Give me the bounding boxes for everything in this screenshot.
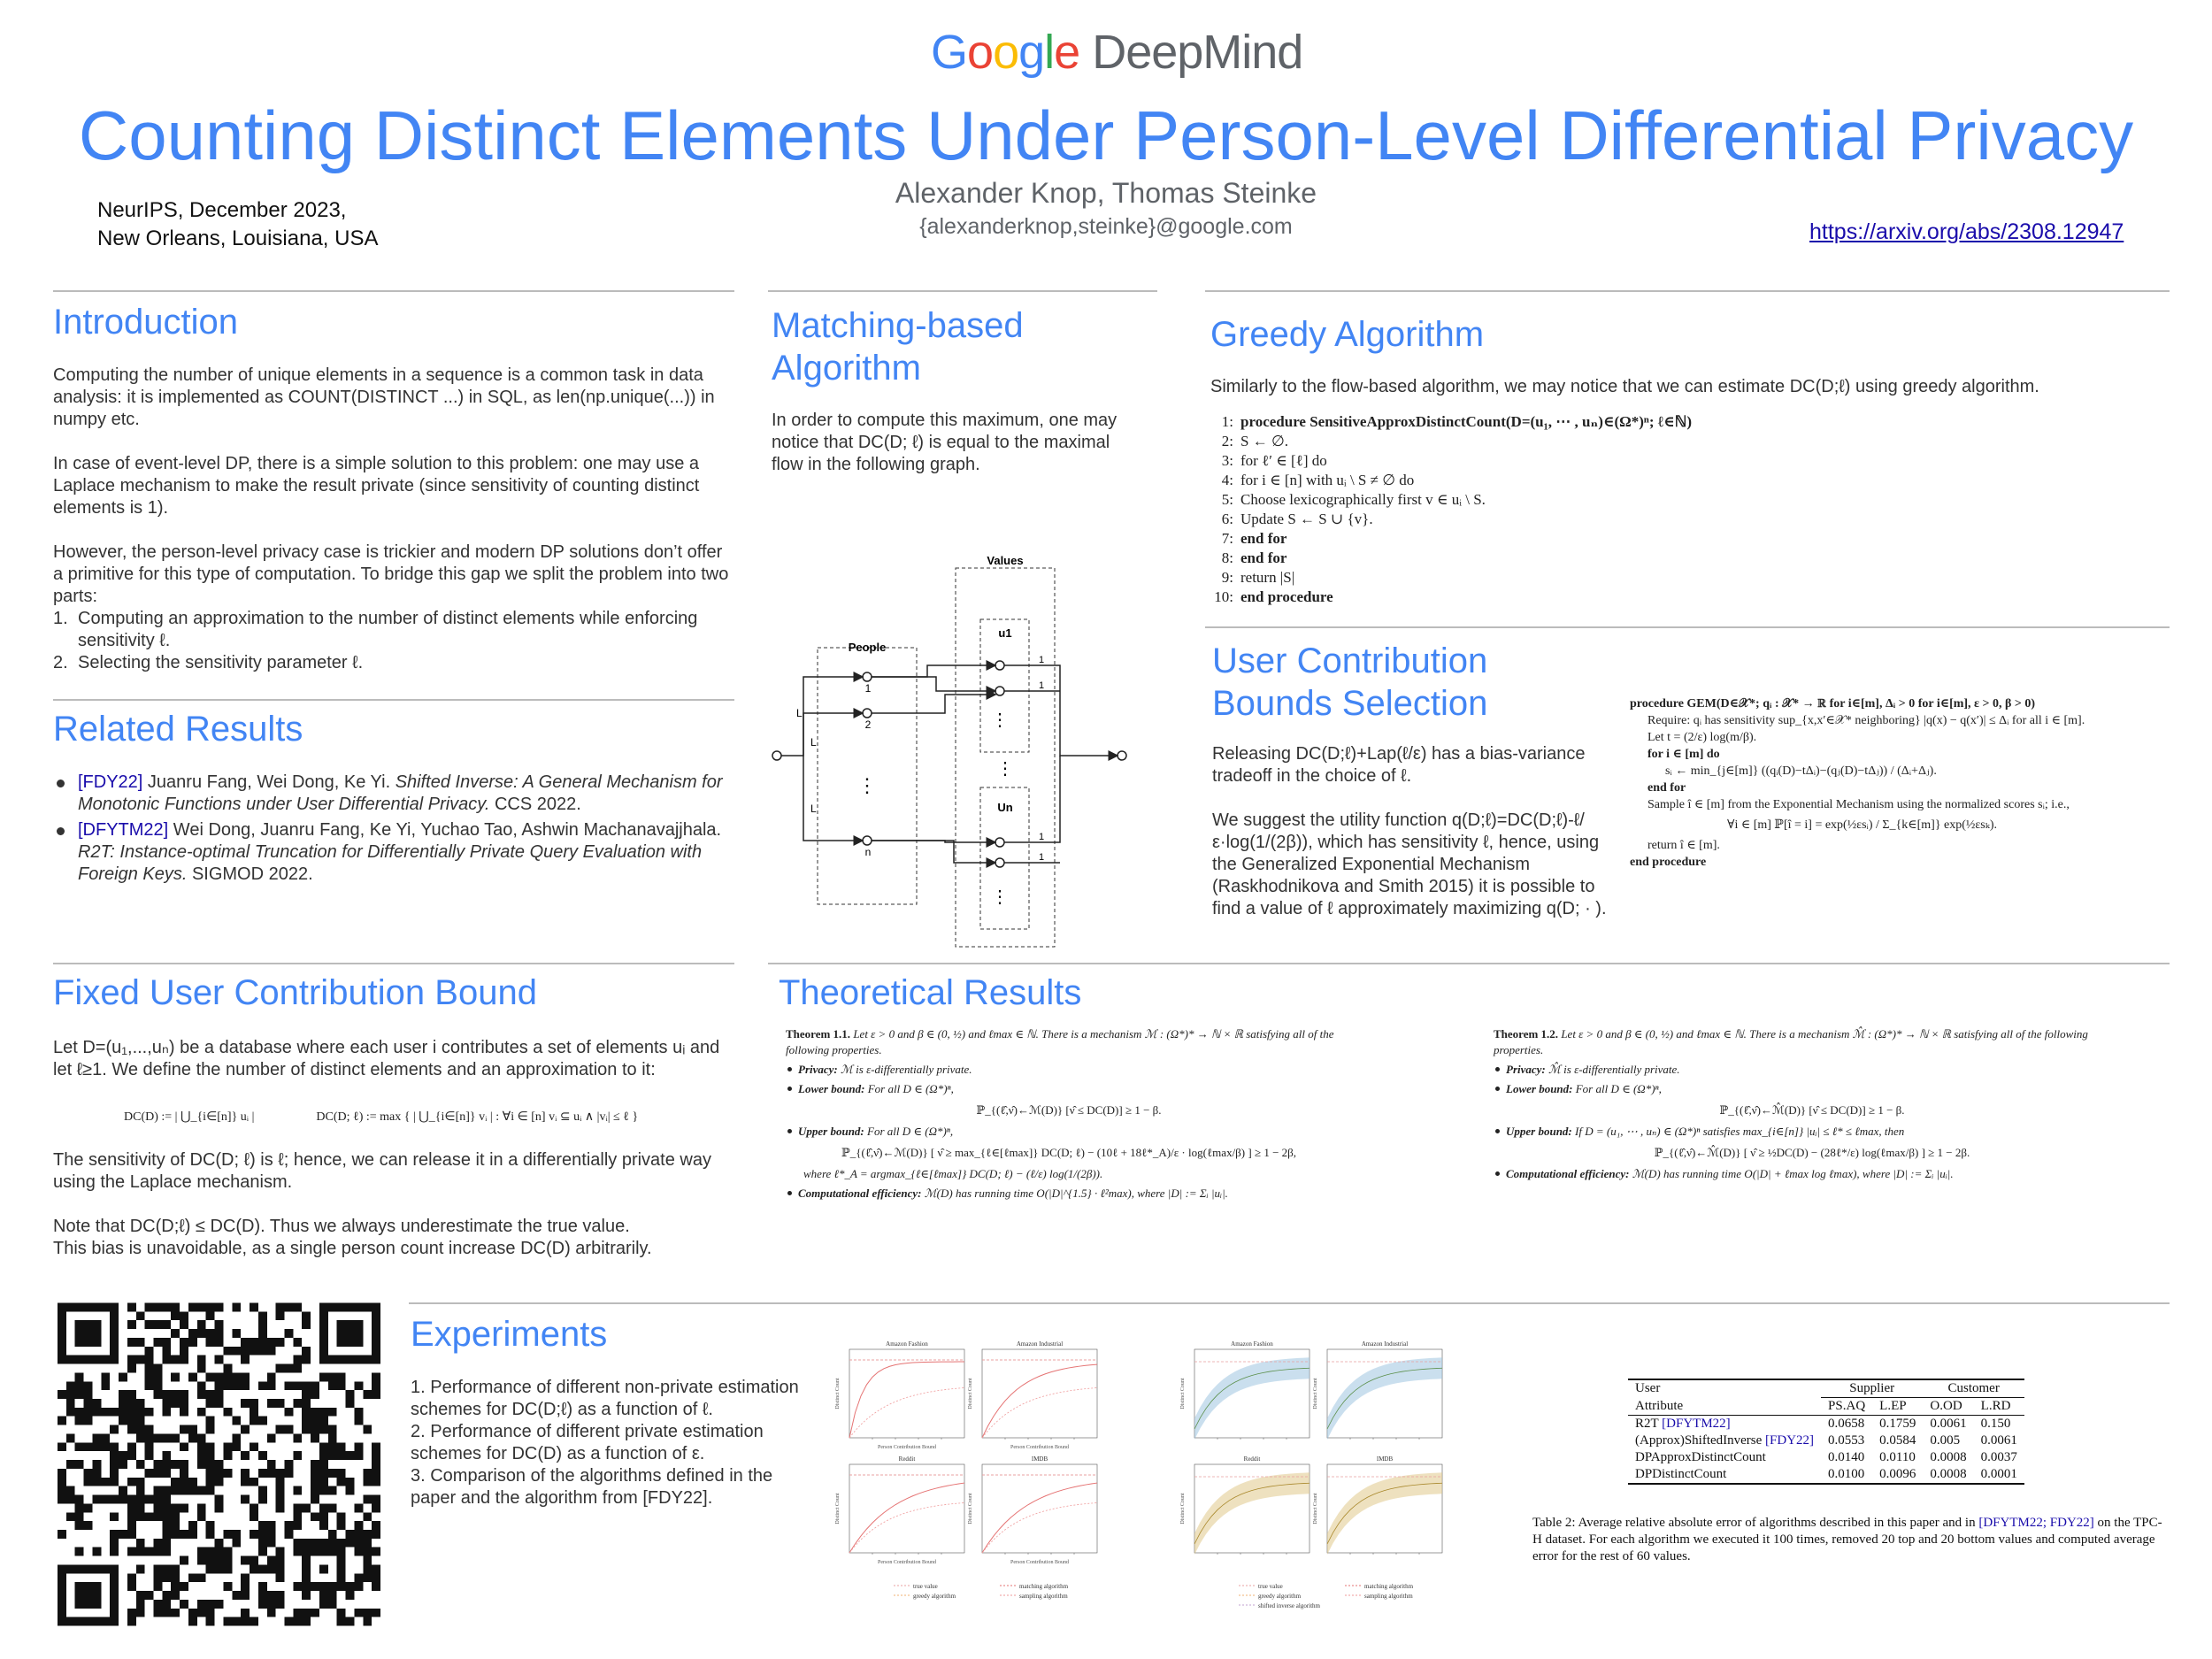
dc-equation: DC(D) := | ⋃_{i∈[n]} uᵢ | (124, 1110, 255, 1124)
list-item: [DFYTM22] Wei Dong, Juanru Fang, Ke Yi, Yuchao Tao, Ashwin Machanavajjhala. R2T: Instance-optimal Truncation for Differentially Private Query Evaluation with Foreign Keys. SIGMOD 2022. (53, 819, 734, 886)
plot-panel (982, 1349, 1097, 1438)
algo-line: 7: end for (1221, 530, 1287, 547)
legend-label: true value (1258, 1583, 1283, 1590)
svg-text:L: L (796, 707, 803, 719)
introduction-heading: Introduction (53, 303, 239, 342)
table-header: PS.AQ (1821, 1398, 1872, 1416)
divider (1205, 626, 2170, 628)
y-axis-label: Distinct Count (1180, 1493, 1186, 1525)
divider (768, 290, 1157, 292)
plot-title: IMDB (1031, 1455, 1048, 1463)
divider (53, 699, 734, 701)
x-axis-label: Person Contribution Bound (877, 1445, 937, 1450)
theory-heading: Theoretical Results (779, 973, 1082, 1012)
theorem-1-1: Theorem 1.1. Let ε > 0 and β ∈ (0, ½) and ℓmax ∈ ℕ. There is a mechanism ℳ : (Ω*)* → ℕ × ℝ satisfying all of the following properties. Privacy: ℳ is ε-differentially private. Lower bound: For all D ∈ (Ω*)ⁿ, ℙ_{(ℓ̂,ν̂)←ℳ(D)} [ν̂ ≤ DC(D)] ≥ 1 − β. Upper bound: For all D ∈ (Ω*)ⁿ, ℙ_{(ℓ̂,ν̂)←ℳ(D)} [ ν̂ ≥ max_{ℓ∈[ℓmax]} DC(D; ℓ) − (10ℓ + 18ℓ*_A)/ε · log(ℓmax/β) ] ≥ 1 − 2β, where ℓ*_A = argmax_{ℓ∈[ℓmax]} DC(D; ℓ) − (ℓ/ε) log(1/(2β)). Computational efficiency: ℳ(D) has running time O(|D|^{1.5} · ℓ²max), where |D| := Σᵢ |uᵢ|. (786, 1027, 1334, 1200)
citation-link[interactable]: [DFYTM22] (78, 820, 169, 840)
table-caption: Table 2: Average relative absolute error of algorithms described in this paper and in [DFYTM22; FDY22] on the TPC-H dataset. For each algorithm we executed it 100 times, removed 20 top and 20 bottom values and computed average error for the rest of 60 values. (1532, 1516, 2162, 1563)
citation-link[interactable]: [FDY22] (78, 772, 143, 792)
table-header: Attribute (1635, 1398, 1684, 1413)
table-header: Customer (1947, 1381, 2000, 1395)
y-axis-label: Distinct Count (835, 1378, 841, 1409)
fixed-heading: Fixed User Contribution Bound (53, 973, 537, 1012)
related-heading: Related Results (53, 710, 303, 749)
table-header: Supplier (1849, 1381, 1895, 1395)
plot-panel (849, 1349, 964, 1438)
algo-line: 9: return |S| (1221, 569, 1295, 586)
svg-text:1: 1 (1039, 680, 1045, 691)
svg-text:1: 1 (1039, 655, 1045, 665)
svg-text:1: 1 (1039, 852, 1045, 863)
plot-title: Reddit (1243, 1455, 1261, 1463)
plot-panel (849, 1464, 964, 1553)
list-item: 1. Computing an approximation to the number of distinct elements while enforcing sensitivity ℓ. (53, 609, 698, 650)
svg-text:1: 1 (864, 682, 872, 695)
table-header: L.RD (1974, 1398, 2024, 1416)
list-item: 3. Comparison of the algorithms defined in the paper and the algorithm from [FDY22]. (411, 1466, 773, 1508)
table-header: O.OD (1923, 1398, 1973, 1416)
algo-line: 2: S ← ∅. (1221, 433, 1289, 449)
x-axis-label: Person Contribution Bound (877, 1560, 937, 1565)
divider (53, 963, 734, 964)
plot-title: Amazon Industrial (1361, 1340, 1409, 1348)
u1-label: u1 (998, 626, 1012, 640)
gem-algorithm: procedure GEM(D∈𝒳*; qᵢ : 𝒳* → ℝ for i∈[m], Δᵢ > 0 for i∈[m], ε > 0, β > 0) Require: qᵢ has sensitivity sup_{x,x′∈𝒳* neighboring} |q(x) − q(x′)| ≤ Δᵢ for all i ∈ [m]. Let t = (2/ε) log(m/β). for i ∈ [m] do sᵢ ← min_{j∈[m]} ((qᵢ(D)−tΔᵢ)−(qⱼ(D)−tΔⱼ)) / (Δᵢ+Δⱼ). end for Sample î ∈ [m] from the Exponential Mechanism using the normalized scores sᵢ; i.e., ∀i ∈ [m] ℙ[î = i] = exp(½εsᵢ) / Σ_{k∈[m]} exp(½εsₖ). return î ∈ [m]. end procedure (1630, 697, 2085, 869)
table-header: User (1635, 1381, 1661, 1396)
source-node (772, 751, 781, 760)
introduction-body (53, 365, 734, 674)
svg-text:1: 1 (1039, 832, 1045, 842)
ucb-text: Releasing DC(D;ℓ)+Lap(ℓ/ε) has a bias-variance tradeoff in the choice of ℓ. We suggest the utility function q(D;ℓ)=DC(D;ℓ)-ℓ/ε·log(1/(2β)), which has sensitivity ℓ, hence, using the Generalized Exponential Mechanism (Raskhodnikova and Smith 2015) it is possible to find a value of ℓ approximately maximizing q(D; · ). (1212, 744, 1607, 918)
divider (768, 963, 2170, 964)
matching-text: In order to compute this maximum, one may notice that DC(D; ℓ) is equal to the maximal flow in the following graph. (772, 411, 1118, 474)
algo-line: 1: procedure SensitiveApproxDistinctCount(D=(u₁, ⋯ , uₙ)∈(Ω*)ⁿ; ℓ∈ℕ) (1221, 413, 1692, 430)
list-item: 2. Performance of different private estimation schemes for DC(D) as a function of ε. (411, 1422, 764, 1463)
list-item: 2. Selecting the sensitivity parameter ℓ. (53, 653, 364, 672)
results-table-wrap (1628, 1379, 2024, 1485)
un-label: Un (997, 801, 1013, 814)
dc-definitions (53, 1081, 734, 1149)
plot-title: IMDB (1376, 1455, 1394, 1463)
y-axis-label: Distinct Count (968, 1493, 973, 1525)
algo-line: 10: end procedure (1214, 588, 1333, 605)
experiments-list (411, 1377, 800, 1509)
list-item: 1. Performance of different non-private estimation schemes for DC(D;ℓ) as a function of ℓ. (411, 1378, 799, 1419)
svg-text:L: L (810, 736, 817, 749)
experiments-heading: Experiments (411, 1315, 608, 1354)
ucb-heading: User Contribution Bounds Selection (1212, 641, 1488, 723)
greedy-text: Similarly to the flow-based algorithm, we may notice that we can estimate DC(D;ℓ) using greedy algorithm. (1210, 377, 2039, 396)
plot-grid-non-private (832, 1332, 1115, 1632)
values-label: Values (987, 554, 1024, 567)
people-label: People (848, 641, 887, 654)
svg-text:⋮: ⋮ (991, 710, 1009, 730)
algo-line: 8: end for (1221, 549, 1287, 566)
authors: Alexander Knop, Thomas Steinke (895, 177, 1317, 209)
author-emails: {alexanderknop,steinke}@google.com (919, 214, 1293, 239)
algo-line: 4: for i ∈ [n] with uᵢ \ S ≠ ∅ do (1221, 472, 1415, 488)
introduction-paragraph: Computing the number of unique elements in a sequence is a common task in data analysis: it is implemented as COUNT(DISTINCT ...) in SQL, as len(np.unique(...)) in numpy etc. (53, 365, 715, 429)
divider (1205, 290, 2170, 292)
svg-text:⋮: ⋮ (996, 759, 1014, 779)
poster-title: Counting Distinct Elements Under Person-Level Differential Privacy (78, 96, 2134, 174)
google-deepmind-logo (931, 25, 1303, 81)
algo-line: 5: Choose lexicographically first v ∈ uᵢ \ S. (1221, 491, 1486, 508)
value-node (995, 838, 1004, 847)
legend-label: shifted inverse algorithm (1258, 1602, 1320, 1609)
matching-heading: Matching-based Algorithm (772, 306, 1024, 388)
introduction-paragraph: In case of event-level DP, there is a simple solution to this problem: one may use a Laplace mechanism to make the result private (since sensitivity of counting distinct elements is 1). (53, 454, 700, 518)
conference-line-1: NeurIPS, December 2023, (97, 198, 347, 222)
svg-text:⋮: ⋮ (857, 774, 877, 796)
x-axis-label: Person Contribution Bound (1010, 1560, 1070, 1565)
algo-line: 6: Update S ← S ∪ {v}. (1221, 511, 1373, 527)
legend-label: greedy algorithm (1258, 1593, 1302, 1600)
value-node (995, 661, 1004, 670)
flow-graph (768, 549, 1140, 956)
legend-label: matching algorithm (1019, 1583, 1069, 1590)
y-axis-label: Distinct Count (835, 1493, 841, 1525)
table-row: DPApproxDistinctCount 0.0140 0.0110 0.0008 0.0037 (1635, 1450, 2017, 1464)
y-axis-label: Distinct Count (968, 1378, 973, 1409)
legend-label: matching algorithm (1364, 1583, 1414, 1590)
deepmind-wordmark: DeepMind (1092, 26, 1303, 79)
value-node (995, 858, 1004, 867)
list-item: [FDY22] Juanru Fang, Wei Dong, Ke Yi. Shifted Inverse: A General Mechanism for Monotonic Functions under User Differential Privacy. CCS 2022. (53, 772, 734, 816)
algo-line: 3: for ℓ′ ∈ [ℓ] do (1221, 452, 1327, 469)
person-node (863, 672, 872, 681)
google-wordmark: G o o g l e (931, 26, 1080, 79)
y-axis-label: Distinct Count (1313, 1378, 1318, 1409)
legend-label: true value (913, 1583, 938, 1590)
arxiv-link[interactable]: https://arxiv.org/abs/2308.12947 (1809, 219, 2124, 244)
table-header: L.EP (1872, 1398, 1923, 1416)
greedy-heading: Greedy Algorithm (1210, 315, 1485, 354)
x-axis-label: Person Contribution Bound (1010, 1445, 1070, 1450)
y-axis-label: Distinct Count (1313, 1493, 1318, 1525)
table-row: R2T [DFYTM22] 0.0658 0.1759 0.0061 0.150 (1635, 1417, 2011, 1431)
plot-title: Amazon Industrial (1016, 1340, 1064, 1348)
qr-code-icon (58, 1301, 380, 1628)
svg-text:n: n (864, 846, 872, 858)
related-list (53, 772, 734, 889)
value-node (995, 687, 1004, 695)
introduction-list (53, 608, 734, 674)
table-row: (Approx)ShiftedInverse [FDY22] 0.0553 0.0584 0.005 0.0061 (1635, 1433, 2017, 1448)
sink-node (1118, 751, 1126, 760)
plot-grid-private (1177, 1332, 1460, 1632)
results-table (1628, 1379, 2024, 1485)
svg-text:⋮: ⋮ (991, 887, 1009, 907)
divider (409, 1302, 2170, 1304)
divider (53, 290, 734, 292)
theorem-1-2: Theorem 1.2. Let ε > 0 and β ∈ (0, ½) and ℓmax ∈ ℕ. There is a mechanism ℳ̂ : (Ω*)* → ℕ × ℝ satisfying all of the following properties. Privacy: ℳ̂ is ε-differentially private. Lower bound: For all D ∈ (Ω*)ⁿ, ℙ_{(ℓ̂,ν̂)←ℳ̂(D)} [ν̂ ≤ DC(D)] ≥ 1 − β. Upper bound: If D = (u₁, ⋯ , uₙ) ∈ (Ω*)ⁿ satisfies max_{i∈[n]} |uᵢ| ≤ ℓ* ≤ ℓmax, then ℙ_{(ℓ̂,ν̂)←ℳ̂(D)} [ ν̂ ≥ ½DC(D) − (28ℓ*/ε) log(ℓmax/β) ] ≥ 1 − 2β. Computational efficiency: ℳ(D) has running time O(|D| + ℓmax log ℓmax), where |D| := Σᵢ |uᵢ|. (1494, 1027, 2088, 1180)
plot-panel (982, 1464, 1097, 1553)
legend-label: sampling algorithm (1364, 1593, 1413, 1600)
dc-ell-equation: DC(D; ℓ) := max { | ⋃_{i∈[n]} vᵢ | : ∀i ∈ [n] vᵢ ⊆ uᵢ ∧ |vᵢ| ≤ ℓ } (316, 1110, 639, 1124)
plot-title: Reddit (898, 1455, 916, 1463)
plot-title: Amazon Fashion (1231, 1340, 1273, 1348)
legend-label: sampling algorithm (1019, 1593, 1068, 1600)
legend-label: greedy algorithm (913, 1593, 956, 1600)
person-node (863, 836, 872, 845)
introduction-paragraph: However, the person-level privacy case is trickier and modern DP solutions don’t offer a primitive for this type of computation. To bridge this gap we split the problem into two parts: (53, 542, 729, 606)
svg-text:2: 2 (864, 718, 872, 731)
table-row: DPDistinctCount 0.0100 0.0096 0.0008 0.0001 (1628, 1466, 2024, 1484)
plot-title: Amazon Fashion (886, 1340, 928, 1348)
greedy-algorithm (1210, 412, 2095, 607)
svg-text:L: L (810, 803, 817, 815)
conference-line-2: New Orleans, Louisiana, USA (97, 227, 379, 250)
person-node (863, 709, 872, 718)
conference-info (97, 196, 378, 253)
fixed-body: Let D=(u₁,...,uₙ) be a database where each user i contributes a set of elements uᵢ and let ℓ≥1. We define the number of distinct elements and an approximation to it: DC(D) := | ⋃_{i∈[n]} uᵢ | DC(D; ℓ) := max { | ⋃_{i∈[n]} vᵢ | : ∀i ∈ [n] vᵢ ⊆ uᵢ ∧ |vᵢ| ≤ ℓ } The sensitivity of DC(D; ℓ) is ℓ; hence, we can release it in a differentially private way using the Laplace mechanism. Note that DC(D;ℓ) ≤ DC(D). Thus we always underestimate the true value. This bias is unavoidable, as a single person count increase DC(D) arbitrarily. (53, 1037, 734, 1260)
y-axis-label: Distinct Count (1180, 1378, 1186, 1409)
